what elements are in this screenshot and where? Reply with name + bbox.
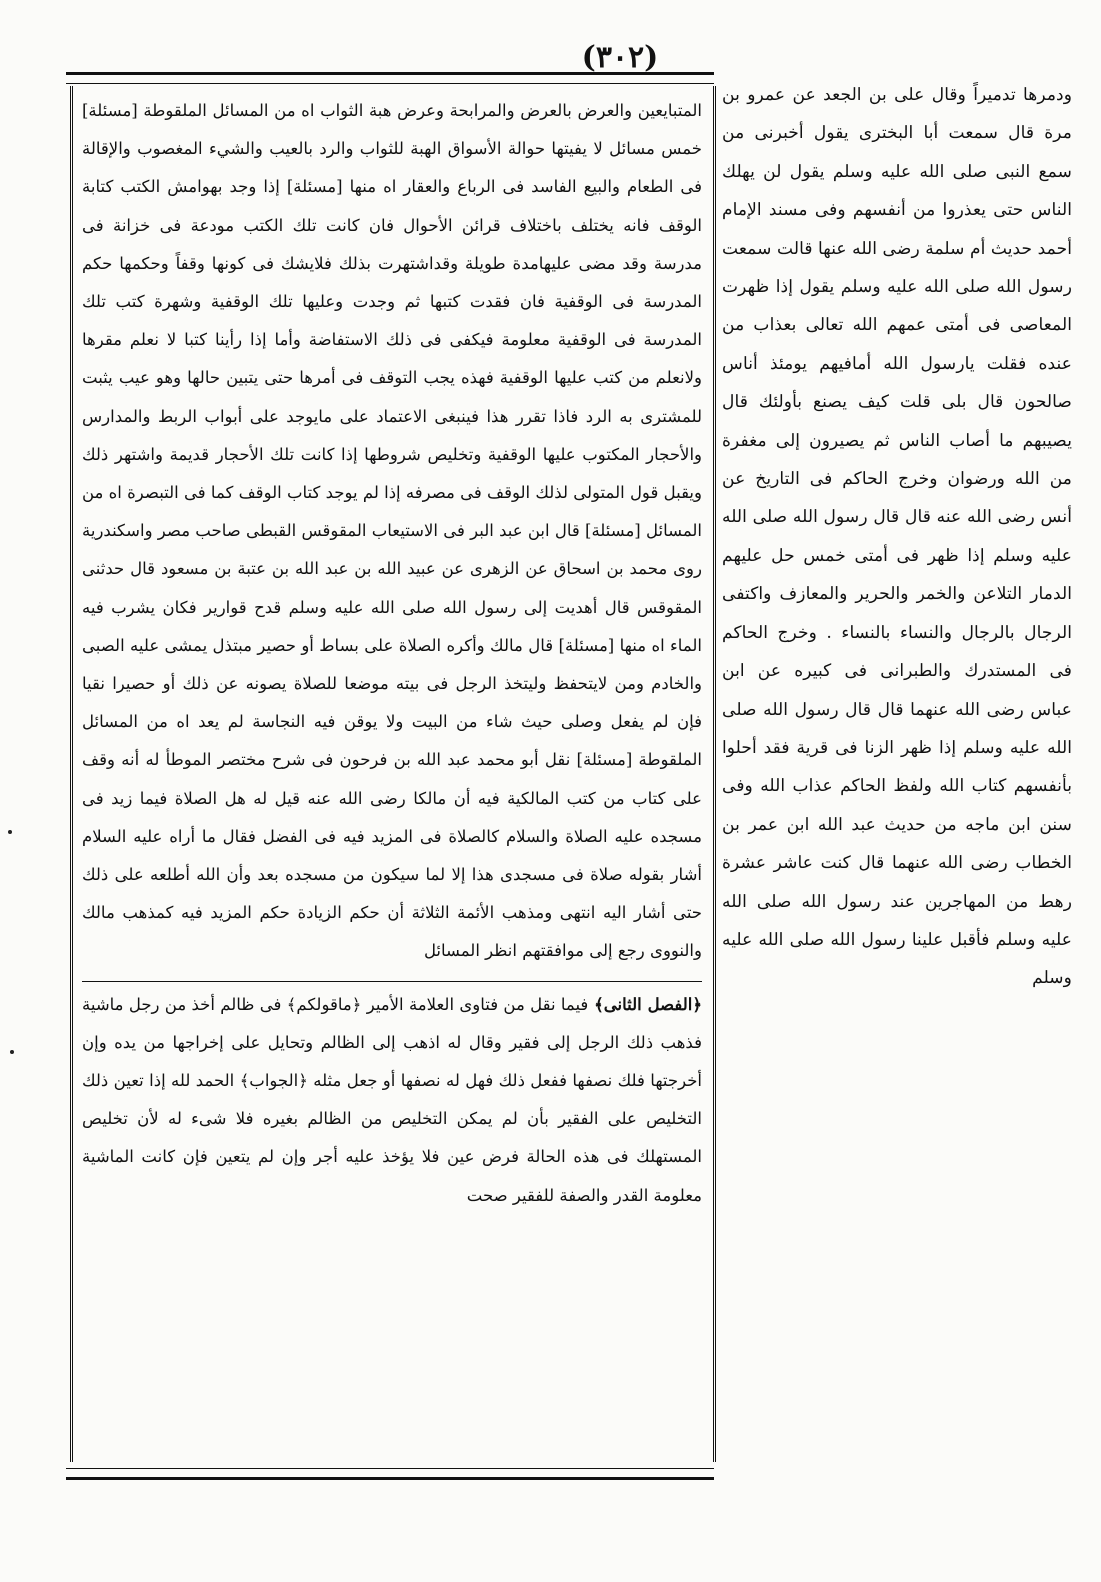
section-heading: ﴿الفصل الثانى﴾: [594, 994, 702, 1014]
margin-text-column: [722, 76, 1072, 1486]
scan-speck: [10, 1050, 14, 1054]
section-body-text: فيما نقل من فتاوى العلامة الأمير ﴿ماقولكم﴾ فى ظالم أخذ من رجل ماشية فذهب ذلك الرجل إلى فقير وقال له اذهب إلى الظالم وتحايل على إخراجها من يده وإن أخرجتها فلك نصفها ففعل ذلك فهل له نصفها أو جعل مثله ﴿الجواب﴾ الحمد لله إذا تعين ذلك التخليص على الفقير بأن لم يمكن التخليص من الظالم بغيره فلا شىء له لأن تخليص المستهلك فى هذه الحالة فرض عين فلا يؤخذ عليه أجر وإن لم يتعين فإن كانت الماشية معلومة القدر والصفة للفقير صحت: [82, 994, 702, 1205]
main-text-column: [82, 92, 702, 1460]
scan-speck: [8, 830, 12, 834]
bottom-rule: [66, 1468, 714, 1480]
top-rule: [66, 72, 714, 84]
margin-body-paragraph: ودمرها تدميراً وقال على بن الجعد عن عمرو بن مرة قال سمعت أبا البخترى يقول أخبرنى من سمع النبى صلى الله عليه وسلم يقول لن يهلك الناس حتى يعذروا من أنفسهم وفى مسند الإمام أحمد حديث أم سلمة رضى الله عنها قالت سمعت رسول الله صلى الله عليه وسلم يقول إذا ظهرت المعاصى فى أمتى عمهم الله تعالى بعذاب من عنده فقلت يارسول الله أمافيهم يومئذ أناس صالحون قال بلى قلت كيف يصنع بأولئك قال يصيبهم ما أصاب الناس ثم يصيرون إلى مغفرة من الله ورضوان وخرج الحاكم فى التاريخ عن أنس رضى الله عنه قال قال رسول الله صلى الله عليه وسلم إذا ظهر فى أمتى خمس حل عليهم الدمار التلاعن والخمر والحرير والمعازف واكتفى الرجال بالرجال والنساء بالنساء . وخرج الحاكم فى المستدرك والطبرانى فى كبيره عن ابن عباس رضى الله عنهما قال قال رسول الله صلى الله عليه وسلم إذا ظهر الزنا فى قرية فقد أحلوا بأنفسهم كتاب الله ولفظ الحاكم عذاب الله وفى سنن ابن ماجه من حديث عبد الله ابن عمر بن الخطاب رضى الله عنهما قال كنت عاشر عشرة رهط من المهاجرين عند رسول الله صلى الله عليه وسلم فأقبل علينا رسول الله صلى الله عليه وسلم: [722, 85, 1072, 989]
section-paragraph: [82, 981, 702, 1215]
page-number: (٣٠٢): [581, 40, 659, 75]
main-body-paragraph: المتبايعين والعرض بالعرض والمرابحة وعرض هبة الثواب اه من المسائل الملقوطة [مسئلة] خمس مسائل لا يفيتها حوالة الأسواق الهبة للثواب والرد بالعيب والشيء المغصوب والإقالة فى الطعام والبيع الفاسد فى الرباع والعقار اه منها [مسئلة] إذا وجد بهوامش الكتب كتابة الوقف فانه يختلف باختلاف قرائن الأحوال فان كانت تلك الكتب مودعة فى خزانة فى مدرسة وقد مضى عليهامدة طويلة وقداشتهرت بذلك فلايشك فى كونها وقفاً وحكمها حكم المدرسة فى الوقفية فان فقدت كتبها ثم وجدت وعليها تلك الوقفية وشهرة كتب تلك المدرسة فى الوقفية معلومة فيكفى فى ذلك الاستفاضة وأما إذا رأينا كتبا لا نعلم مقرها ولانعلم من كتب عليها الوقفية فهذه يجب التوقف فى أمرها حتى يتبين حالها وهو عيب يثبت للمشترى به الرد فاذا تقرر هذا فينبغى الاعتماد على مايوجد على أبواب الربط والمدارس والأحجار المكتوب عليها الوقفية وتخليص شروطها إذا كانت تلك الأحجار قديمة واشتهر ذلك ويقبل قول المتولى لذلك الوقف فى مصرفه إذا لم يوجد كتاب الوقف كما فى التبصرة اه من المسائل [مسئلة] قال ابن عبد البر فى الاستيعاب المقوقس القبطى صاحب مصر واسكندرية روى محمد بن اسحاق عن الزهرى عن عبيد الله بن عبد الله بن عتبة بن مسعود قال حدثنى المقوقس قال أهديت إلى رسول الله صلى الله عليه وسلم قدح قوارير فكان يشرب فيه الماء اه منها [مسئلة] قال مالك وأكره الصلاة على بساط أو حصير مبتذل يمشى عليه الصبى والخادم ومن لايتحفظ وليتخذ الرجل فى بيته موضعا للصلاة يصونه عن ذلك أو حصيرا نقيا فإن لم يفعل وصلى حيث شاء من البيت ولا يوقن فيه النجاسة لم يعد اه من المسائل الملقوطة [مسئلة] نقل أبو محمد عبد الله بن فرحون فى شرح مختصر الموطأ له أنه وقف على كتاب من كتب المالكية فيه أن مالكا رضى الله عنه قيل له هل الصلاة فيما زيد فى مسجده عليه الصلاة والسلام كالصلاة فى المزيد فيه فى الفضل فقال ما أراه عليه السلام أشار بقوله صلاة فى مسجدى هذا إلا لما سيكون من مسجده بعد وأن الله أطلعه على ذلك حتى أشار اليه انتهى ومذهب الأئمة الثلاثة أن حكم الزيادة حكم المزيد فيه كمذهب مالك والنووى رجع إلى موافقتهم انظر المسائل: [82, 101, 702, 961]
